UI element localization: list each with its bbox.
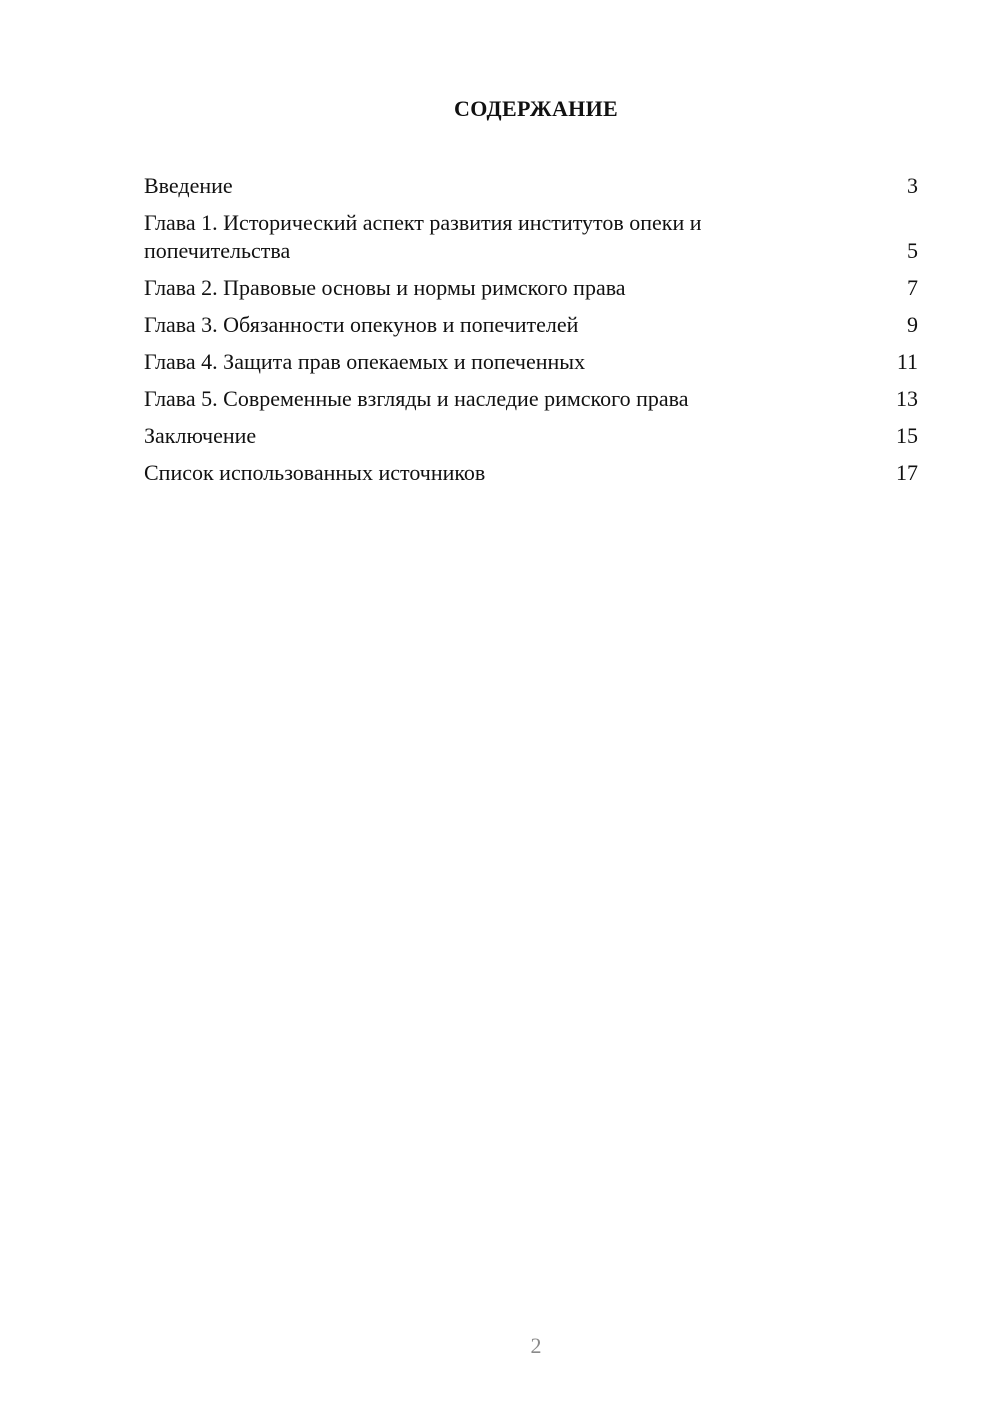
toc-entry-chapter-5 [144, 385, 920, 413]
toc-entry-title: Глава 1. Исторический аспект развития институтов опеки и попечительства [144, 210, 702, 263]
toc-entry-title: Глава 4. Защита прав опекаемых и попеченных [144, 349, 586, 374]
toc-entry-title: Глава 5. Современные взгляды и наследие римского права [144, 386, 689, 411]
toc-entry-page: 3 [907, 173, 918, 198]
toc-entry-page: 7 [907, 275, 918, 300]
page-title: СОДЕРЖАНИЕ [454, 96, 618, 121]
toc-entry-chapter-2 [144, 274, 920, 302]
toc-entry-title: Глава 2. Правовые основы и нормы римского права [144, 275, 626, 300]
toc-entry-page: 11 [896, 349, 918, 374]
toc-entry-page: 5 [907, 238, 918, 263]
toc-entry-title: Глава 3. Обязанности опекунов и попечителей [144, 312, 579, 337]
toc-entry-references [144, 459, 920, 487]
toc-entry-conclusion [144, 422, 920, 450]
toc-entry-chapter-1 [144, 209, 920, 265]
toc-entry-chapter-4 [144, 348, 920, 376]
toc-entry-title: Список использованных источников [144, 460, 486, 485]
table-of-contents [144, 172, 920, 496]
page-number: 2 [530, 1333, 542, 1358]
toc-entry-page: 15 [896, 423, 918, 448]
toc-entry-page: 17 [896, 460, 918, 485]
toc-entry-title: Введение [144, 173, 233, 198]
toc-entry-chapter-3 [144, 311, 920, 339]
toc-entry-introduction [144, 172, 920, 200]
toc-entry-page: 13 [896, 386, 918, 411]
toc-entry-title: Заключение [144, 423, 257, 448]
toc-entry-page: 9 [907, 312, 918, 337]
